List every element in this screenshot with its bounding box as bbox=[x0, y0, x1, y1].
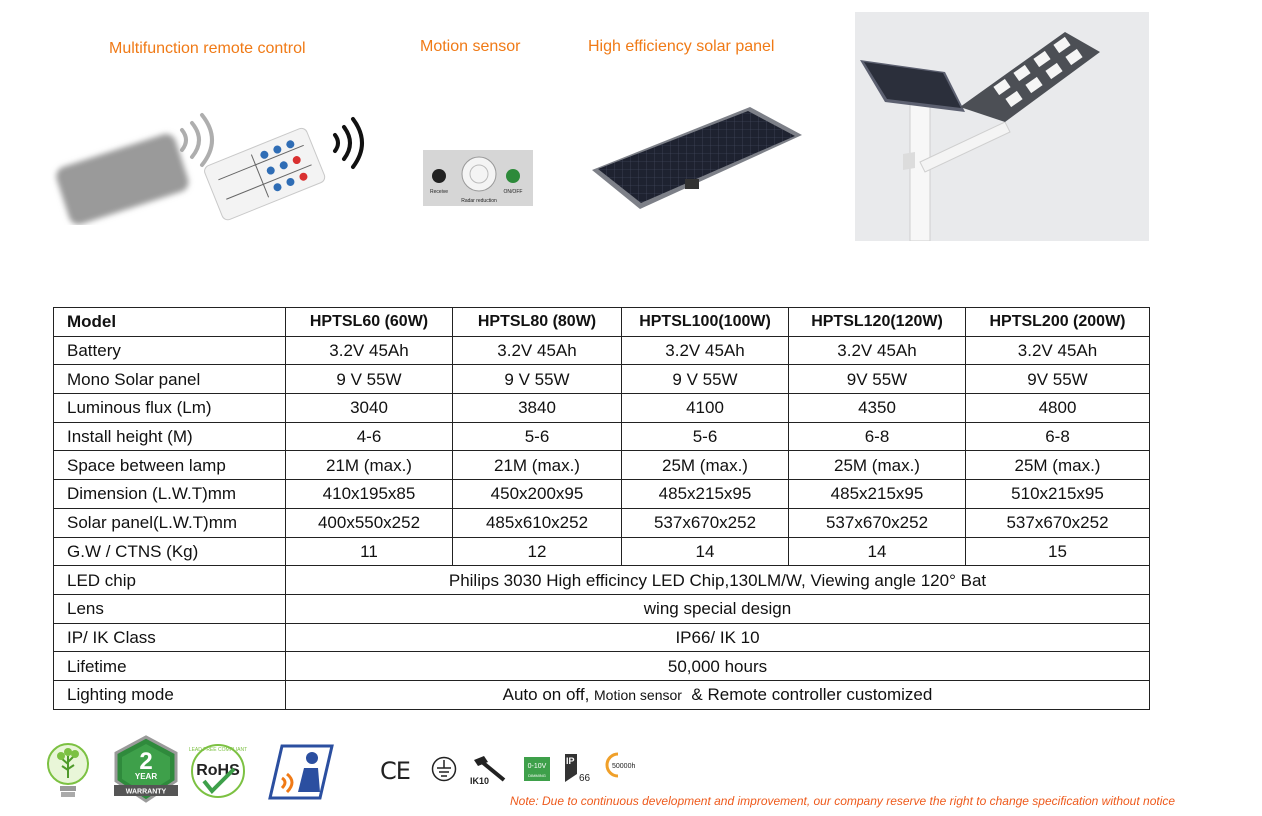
table-cell: 9 V 55W bbox=[286, 365, 453, 394]
rohs-ring-text: LEAD FREE COMPLIANT bbox=[188, 747, 248, 753]
row-label: Lighting mode bbox=[54, 680, 286, 709]
row-label: Solar panel(L.W.T)mm bbox=[54, 508, 286, 537]
sensor-receive-label: Receive bbox=[429, 189, 449, 195]
table-cell: 537x670x252 bbox=[789, 508, 966, 537]
sensor-radar-label: Radar reduction bbox=[461, 198, 497, 204]
table-cell: 6-8 bbox=[789, 422, 966, 451]
row-label: Luminous flux (Lm) bbox=[54, 394, 286, 423]
table-row bbox=[54, 336, 1150, 365]
ce-mark-icon: CE bbox=[380, 757, 410, 785]
row-label: LED chip bbox=[54, 566, 286, 595]
ip66-icon bbox=[563, 752, 599, 784]
table-cell: 400x550x252 bbox=[286, 508, 453, 537]
table-header-row bbox=[54, 308, 1150, 337]
table-row bbox=[54, 480, 1150, 509]
merged-cell: Auto on off, Motion sensor & Remote controller customized bbox=[286, 680, 1150, 709]
table-cell: 12 bbox=[453, 537, 622, 566]
row-label: Battery bbox=[54, 336, 286, 365]
table-row bbox=[54, 566, 1150, 595]
table-cell: 537x670x252 bbox=[966, 508, 1150, 537]
specification-table bbox=[53, 307, 1150, 710]
table-cell: 3.2V 45Ah bbox=[453, 336, 622, 365]
table-cell: 9 V 55W bbox=[453, 365, 622, 394]
dimming-icon bbox=[523, 756, 551, 782]
table-cell: 3840 bbox=[453, 394, 622, 423]
warranty-year: YEAR bbox=[134, 772, 158, 781]
row-label: IP/ IK Class bbox=[54, 623, 286, 652]
sensor-onoff-label: ON/OFF bbox=[503, 189, 523, 195]
table-cell: 9V 55W bbox=[789, 365, 966, 394]
table-row bbox=[54, 623, 1150, 652]
solar-panel-image bbox=[590, 105, 805, 215]
table-cell: 450x200x95 bbox=[453, 480, 622, 509]
header-hptsl60: HPTSL60 (60W) bbox=[286, 308, 453, 337]
dimming-sub-label: DIMMING bbox=[528, 773, 546, 778]
table-cell: 3.2V 45Ah bbox=[966, 336, 1150, 365]
ik10-hammer-icon bbox=[466, 752, 514, 786]
table-row bbox=[54, 422, 1150, 451]
row-label: Install height (M) bbox=[54, 422, 286, 451]
table-cell: 14 bbox=[622, 537, 789, 566]
ground-symbol-icon bbox=[431, 756, 457, 782]
table-cell: 11 bbox=[286, 537, 453, 566]
merged-cell: IP66/ IK 10 bbox=[286, 623, 1150, 652]
row-label: Lens bbox=[54, 594, 286, 623]
motion-sensor-image bbox=[423, 150, 533, 206]
ip-number: 66 bbox=[579, 773, 591, 784]
easy-install-icon bbox=[268, 744, 334, 800]
merged-cell: wing special design bbox=[286, 594, 1150, 623]
header-hptsl100: HPTSL100(100W) bbox=[622, 308, 789, 337]
motion-sensor-caption: Motion sensor bbox=[420, 38, 521, 55]
lifetime-50000h-icon bbox=[604, 750, 650, 780]
table-row bbox=[54, 680, 1150, 709]
table-cell: 4800 bbox=[966, 394, 1150, 423]
table-cell: 485x215x95 bbox=[789, 480, 966, 509]
table-cell: 25M (max.) bbox=[966, 451, 1150, 480]
header-model: Model bbox=[54, 308, 286, 337]
header-hptsl80: HPTSL80 (80W) bbox=[453, 308, 622, 337]
table-row bbox=[54, 451, 1150, 480]
life-label: 50000h bbox=[612, 763, 636, 770]
table-cell: 4-6 bbox=[286, 422, 453, 451]
table-cell: 9V 55W bbox=[966, 365, 1150, 394]
solar-panel-caption: High efficiency solar panel bbox=[588, 38, 775, 55]
table-cell: 25M (max.) bbox=[789, 451, 966, 480]
table-row bbox=[54, 508, 1150, 537]
table-cell: 485x610x252 bbox=[453, 508, 622, 537]
table-cell: 485x215x95 bbox=[622, 480, 789, 509]
table-row bbox=[54, 365, 1150, 394]
table-cell: 14 bbox=[789, 537, 966, 566]
row-label: Space between lamp bbox=[54, 451, 286, 480]
street-lamp-image bbox=[855, 12, 1149, 241]
rohs-text: RoHS bbox=[196, 762, 240, 779]
remote-control-image bbox=[50, 95, 380, 225]
table-row bbox=[54, 594, 1150, 623]
merged-cell: 50,000 hours bbox=[286, 652, 1150, 681]
dimming-label: 0-10V bbox=[527, 763, 547, 770]
table-cell: 537x670x252 bbox=[622, 508, 789, 537]
table-cell: 9 V 55W bbox=[622, 365, 789, 394]
table-row bbox=[54, 652, 1150, 681]
row-label: Lifetime bbox=[54, 652, 286, 681]
table-row bbox=[54, 394, 1150, 423]
table-cell: 410x195x85 bbox=[286, 480, 453, 509]
table-cell: 3.2V 45Ah bbox=[622, 336, 789, 365]
merged-cell: Philips 3030 High efficincy LED Chip,130LM/W, Viewing angle 120° Bat bbox=[286, 566, 1150, 595]
lighting-mode-auto: Auto on off bbox=[502, 685, 585, 705]
lighting-mode-remote: & Remote controller customized bbox=[691, 685, 933, 705]
row-label: Mono Solar panel bbox=[54, 365, 286, 394]
table-cell: 3040 bbox=[286, 394, 453, 423]
row-label: G.W / CTNS (Kg) bbox=[54, 537, 286, 566]
table-cell: 3.2V 45Ah bbox=[286, 336, 453, 365]
table-cell: 5-6 bbox=[622, 422, 789, 451]
warranty-word: WARRANTY bbox=[125, 788, 167, 796]
disclaimer-note: Note: Due to continuous development and improvement, our company reserve the right to change specification without notice bbox=[510, 794, 1176, 808]
table-cell: 25M (max.) bbox=[622, 451, 789, 480]
table-cell: 3.2V 45Ah bbox=[789, 336, 966, 365]
table-cell: 4350 bbox=[789, 394, 966, 423]
table-cell: 5-6 bbox=[453, 422, 622, 451]
table-cell: 4100 bbox=[622, 394, 789, 423]
eco-bulb-icon bbox=[44, 742, 92, 802]
table-row bbox=[54, 537, 1150, 566]
table-cell: 510x215x95 bbox=[966, 480, 1150, 509]
table-cell: 15 bbox=[966, 537, 1150, 566]
header-hptsl200: HPTSL200 (200W) bbox=[966, 308, 1150, 337]
table-cell: 21M (max.) bbox=[453, 451, 622, 480]
remote-control-caption: Multifunction remote control bbox=[109, 40, 306, 57]
row-label: Dimension (L.W.T)mm bbox=[54, 480, 286, 509]
warranty-number: 2 bbox=[139, 748, 153, 775]
header-hptsl120: HPTSL120(120W) bbox=[789, 308, 966, 337]
table-cell: 6-8 bbox=[966, 422, 1150, 451]
rohs-badge-icon bbox=[188, 741, 248, 801]
table-cell: 21M (max.) bbox=[286, 451, 453, 480]
warranty-badge-icon bbox=[112, 735, 180, 805]
lighting-mode-motion: Motion sensor bbox=[594, 687, 682, 704]
ik-label: IK10 bbox=[470, 776, 490, 786]
ip-label: IP bbox=[566, 756, 575, 766]
